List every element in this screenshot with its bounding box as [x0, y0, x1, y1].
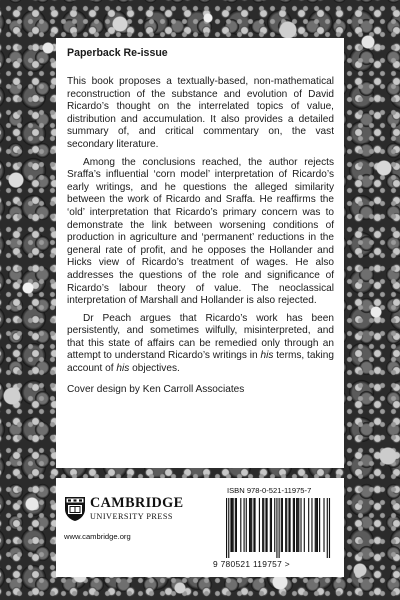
barcode-bar	[316, 498, 317, 552]
barcode-guard-bar	[329, 498, 330, 558]
barcode-guard-bar	[226, 498, 227, 558]
barcode-bar	[267, 498, 268, 552]
barcode-bar	[250, 498, 251, 552]
barcode-bar	[304, 498, 305, 552]
blurb-paragraph-1: This book proposes a textually-based, non-mathematical reconstruction of the substance and evolution of David Ricardo’s thought on the interrelated topics of value, distribution and accumulation. It also provides a detailed summary of, and critical commentary on, the vast secondary literature.	[67, 76, 334, 150]
barcode-bar	[230, 498, 231, 552]
barcode-bar	[231, 498, 232, 552]
barcode-bar	[300, 498, 301, 552]
barcode-bar	[265, 498, 266, 552]
barcode-bar	[286, 498, 287, 552]
barcode-guard-bar	[279, 498, 280, 558]
publisher-name: CAMBRIDGE	[90, 495, 184, 511]
barcode-bar	[311, 498, 312, 552]
barcode-bar	[294, 498, 295, 552]
barcode-bar	[233, 498, 234, 552]
blurb-paragraph-3-end: objectives.	[129, 363, 180, 375]
blurb-paragraph-3-start: Dr Peach argues that Ricardo’s work has been persistently, and sometimes wilfully, misinterpreted, and that this state of affairs can be remedied only through an attempt to understand Ricardo’s writings in	[67, 312, 334, 362]
isbn-barcode	[216, 498, 334, 558]
isbn-label: ISBN 978-0-521-11975-7	[227, 486, 312, 495]
barcode-bar	[297, 498, 298, 552]
barcode-bar	[259, 498, 260, 552]
blurb-paragraph-3	[67, 313, 334, 376]
barcode-bar	[236, 498, 237, 552]
blurb-emphasis-his-2: his	[116, 363, 130, 375]
barcode-bar	[298, 498, 299, 552]
publisher-barcode-box	[56, 478, 344, 577]
barcode-bar	[308, 498, 309, 552]
barcode-bar	[270, 498, 271, 552]
barcode-bar	[274, 498, 275, 552]
barcode-bar	[235, 498, 236, 552]
blurb-paragraph-3-middle: terms, taking account of	[67, 350, 334, 375]
barcode-bar	[296, 498, 297, 552]
barcode-bar	[254, 498, 255, 552]
barcode-bar	[289, 498, 290, 552]
barcode-bar	[285, 498, 286, 552]
blurb-panel	[56, 38, 344, 468]
cambridge-crest-icon	[64, 496, 86, 522]
barcode-guard-bar	[276, 498, 277, 558]
barcode-bar	[323, 498, 324, 552]
blurb-paragraph-2: Among the conclusions reached, the author rejects Sraffa’s influential ‘corn model’ interpretation of Ricardo’s early writings, and he questions the alleged similarity between the work of Ricardo and Sraffa. He reaffirms the ‘old’ interpretation that Ricardo’s primary concern was to demonstrate the link between worsening conditions of production in agriculture and ‘permanent’ reductions in the general rate of profit, and he opposes the Hollander and Hicks view of Ricardo’s treatment of wages. He also addresses the questions of the role and significance of Ricardo’s labour theory of value. The neoclassical interpretation of Marshall and Hollander is also rejected.	[67, 156, 334, 307]
barcode-bar	[288, 498, 289, 552]
barcode-bar	[319, 498, 320, 552]
barcode-bar	[262, 498, 263, 552]
barcode-bar	[293, 498, 294, 552]
barcode-bar	[240, 498, 241, 552]
barcode-guard-bar	[327, 498, 328, 558]
barcode-bar	[263, 498, 264, 552]
blurb-emphasis-his-1: his	[260, 350, 274, 362]
reissue-heading: Paperback Re-issue	[67, 47, 168, 59]
barcode-bar	[282, 498, 283, 552]
barcode-bar	[315, 498, 316, 552]
barcode-bar	[246, 498, 247, 552]
barcode-bar	[271, 498, 272, 552]
barcode-bar	[249, 498, 250, 552]
barcode-guard-bar	[228, 498, 229, 558]
publisher-subtitle: UNIVERSITY PRESS	[90, 512, 173, 521]
barcode-bar	[253, 498, 254, 552]
barcode-bar	[244, 498, 245, 552]
barcode-bar	[281, 498, 282, 552]
cover-design-credit: Cover design by Ken Carroll Associates	[67, 383, 245, 395]
barcode-bar	[251, 498, 252, 552]
barcode-bar	[317, 498, 318, 552]
publisher-url: www.cambridge.org	[64, 532, 131, 541]
barcode-digits: 9 780521 119757 >	[213, 559, 290, 569]
